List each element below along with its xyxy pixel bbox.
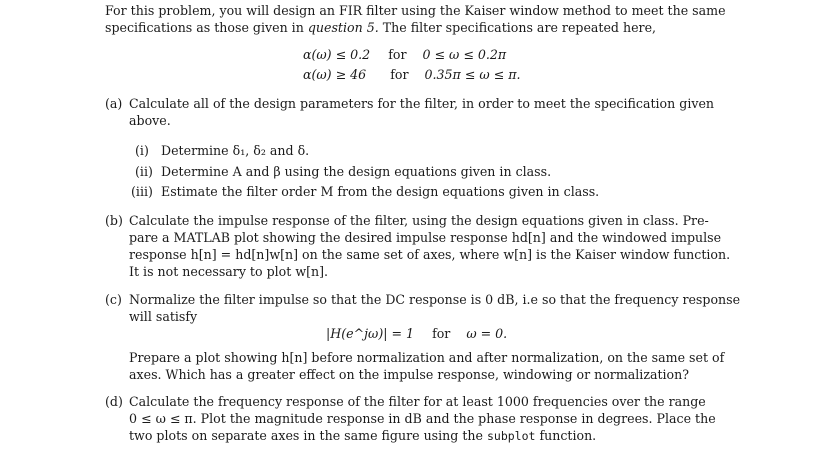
part-c-line-4: axes. Which has a greater effect on the impulse response, windowing or normalization?	[129, 367, 690, 382]
part-d-line-3	[129, 427, 596, 445]
part-c-equation	[326, 325, 507, 342]
spec-equation-2	[303, 66, 520, 83]
part-c-label: (c)	[105, 292, 122, 307]
spec-equation-1	[303, 46, 506, 63]
intro-line-2-a: specifications as those given in	[105, 20, 308, 35]
part-d-line-3-a: two plots on separate axes in the same figure using the	[129, 428, 487, 443]
part-a-item-3-text: Estimate the filter order M from the design equations given in class.	[161, 184, 600, 199]
part-a-item-1-label: (i)	[135, 143, 149, 158]
intro-line-2-b: The filter specifications are repeated here,	[378, 20, 657, 35]
part-d-line-1: Calculate the frequency response of the filter for at least 1000 frequencies over the range	[129, 394, 706, 409]
subplot-code: subplot	[486, 429, 536, 443]
part-a-line-1: Calculate all of the design parameters for the filter, in order to meet the specification given	[129, 96, 715, 111]
spec-eq2-range: 0.35π ≤ ω ≤ π.	[424, 67, 521, 82]
spec-eq2-lhs: α(ω) ≥ 46	[303, 67, 367, 82]
part-a-item-2-text: Determine A and β using the design equations given in class.	[161, 164, 552, 179]
part-c-eq-for: for	[432, 326, 451, 341]
part-a-item-1-text: Determine δ₁, δ₂ and δ.	[161, 143, 310, 158]
part-c-line-3: Prepare a plot showing h[n] before normalization and after normalization, on the same set of	[129, 350, 725, 365]
spec-eq1-for: for	[388, 47, 407, 62]
part-a-label: (a)	[105, 96, 123, 111]
part-c-line-2: will satisfy	[129, 309, 198, 324]
intro-line-1: For this problem, you will design an FIR filter using the Kaiser window method to meet the same	[105, 3, 726, 18]
part-b-line-3: response h[n] = hd[n]w[n] on the same set of axes, where w[n] is the Kaiser window function.	[129, 247, 731, 262]
part-b-line-1: Calculate the impulse response of the filter, using the design equations given in class. Pre-	[129, 213, 709, 228]
part-a-item-2-label: (ii)	[135, 164, 153, 179]
spec-eq2-for: for	[390, 67, 409, 82]
spec-eq1-range: 0 ≤ ω ≤ 0.2π	[422, 47, 507, 62]
part-b-line-2: pare a MATLAB plot showing the desired impulse response hd[n] and the windowed impulse	[129, 230, 722, 245]
part-d-label: (d)	[105, 394, 123, 409]
part-a-item-3-label: (iii)	[131, 184, 153, 199]
part-b-line-4: It is not necessary to plot w[n].	[129, 264, 329, 279]
intro-line-2	[105, 19, 656, 36]
part-c-eq-lhs: |H(e^jω)| = 1	[326, 326, 415, 341]
part-a-line-2: above.	[129, 113, 171, 128]
part-d-line-3-b: function.	[535, 428, 597, 443]
part-d-line-2: 0 ≤ ω ≤ π. Plot the magnitude response in dB and the phase response in degrees. Place the	[129, 411, 716, 426]
spec-eq1-lhs: α(ω) ≤ 0.2	[303, 47, 371, 62]
part-c-line-1: Normalize the filter impulse so that the DC response is 0 dB, i.e so that the frequency response	[129, 292, 741, 307]
question-reference: question 5.	[307, 20, 379, 35]
part-b-label: (b)	[105, 213, 123, 228]
part-c-eq-cond: ω = 0.	[466, 326, 508, 341]
